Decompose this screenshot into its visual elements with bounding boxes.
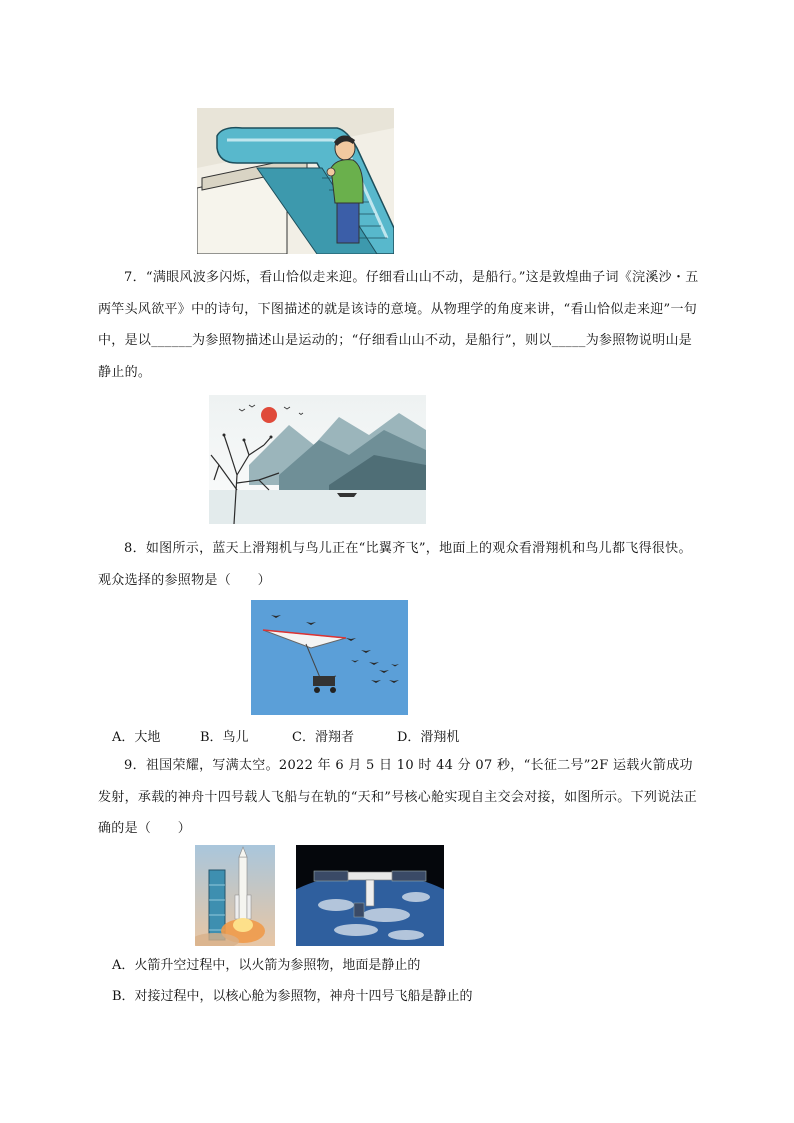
space-station-photo: [296, 845, 444, 946]
question-7-text: 7．“满眼风波多闪烁，看山恰似走来迎。仔细看山山不动，是船行。”这是敦煌曲子词《浣溪沙・五两竿头风欲平》中的诗句，下图描述的就是该诗的意境。从物理学的角度来讲，“看山恰似走来迎”一句中，是以______为参照物描述山是运动的；“仔细看山山不动，是船行”，则以_____为参照物说明山是静止的。: [98, 270, 699, 380]
escalator-figure: [197, 108, 394, 254]
option-b: B．鸟儿: [200, 730, 249, 745]
ink-landscape-painting: [209, 395, 426, 524]
question-9-option-b: B．对接过程中，以核心舱为参照物，神舟十四号飞船是静止的: [112, 989, 473, 1004]
glider-figure: [251, 600, 408, 715]
option-d: D．滑翔机: [397, 730, 460, 745]
option-a: A．大地: [112, 730, 161, 745]
escalator-illustration: [197, 108, 394, 254]
question-8-text: 8．如图所示，蓝天上滑翔机与鸟儿正在“比翼齐飞”，地面上的观众看滑翔机和鸟儿都飞得很快。观众选择的参照物是（ ）: [98, 541, 692, 588]
hang-glider-photo: [251, 600, 408, 715]
question-9-text: 9．祖国荣耀，写满太空。2022 年 6 月 5 日 10 时 44 分 07 秒，“长征二号”2F 运载火箭成功发射，承载的神舟十四号载人飞船与在轨的“天和”号核心舱实现自主交会对接，如图所示。下列说法正确的是（ ）: [98, 758, 698, 836]
option-c: C．滑翔者: [292, 730, 354, 745]
question-9-option-a: A．火箭升空过程中，以火箭为参照物，地面是静止的: [112, 958, 421, 973]
rocket-figure: [195, 845, 275, 946]
station-figure: [296, 845, 444, 946]
landscape-figure: [209, 395, 426, 524]
rocket-launch-photo: [195, 845, 275, 946]
